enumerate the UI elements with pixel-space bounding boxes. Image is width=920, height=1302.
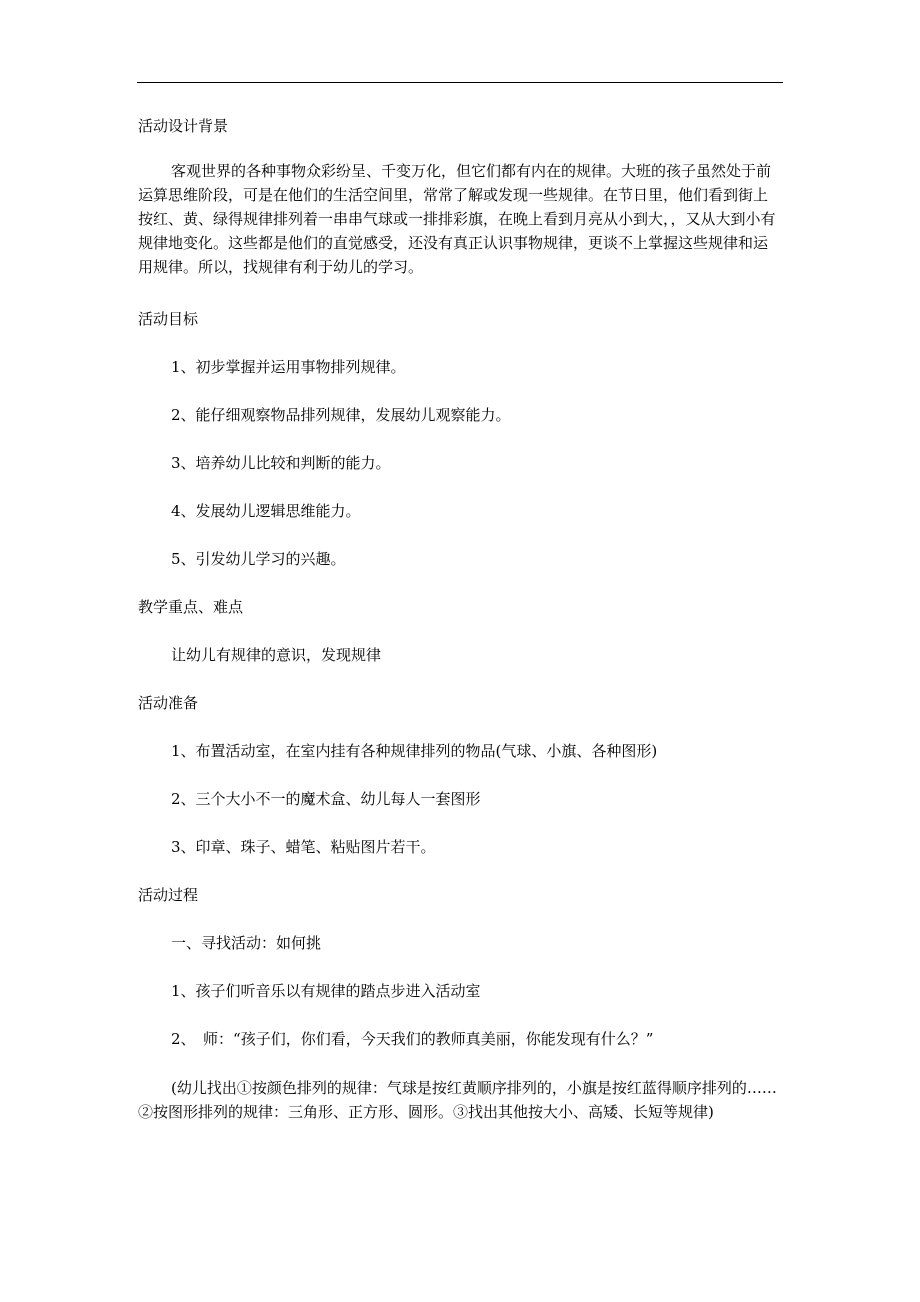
process-item-2: 2、 师：“孩子们，你们看，今天我们的教师真美丽，你能发现有什么？”	[171, 1030, 654, 1048]
paragraph-background: 客观世界的各种事物众彩纷呈、千变万化，但它们都有内在的规律。大班的孩子虽然处于前运算思维阶段，可是在他们的生活空间里，常常了解或发现一些规律。在节日里，他们看到街上按红、黄、绿得规律排列着一串串气球或一排排彩旗，在晚上看到月亮从小到大，，又从大到小有规律地变化。这些都是他们的直觉感受，还没有真正认识事物规律，更谈不上掌握这些规律和运用规律。所以，找规律有利于幼儿的学习。	[138, 162, 776, 276]
prep-item-2: 2、三个大小不一的魔术盒、幼儿每人一套图形	[171, 790, 481, 808]
prep-item-1: 1、布置活动室，在室内挂有各种规律排列的物品(气球、小旗、各种图形)	[171, 742, 658, 760]
heading-process: 活动过程	[138, 886, 199, 904]
goal-item-4: 4、发展幼儿逻辑思维能力。	[171, 502, 361, 520]
heading-background: 活动设计背景	[138, 117, 229, 135]
process-item-1: 1、孩子们听音乐以有规律的踏点步进入活动室	[171, 982, 481, 1000]
heading-key-points: 教学重点、难点	[138, 598, 244, 616]
goal-item-5: 5、引发幼儿学习的兴趣。	[171, 550, 346, 568]
goal-item-1: 1、初步掌握并运用事物排列规律。	[171, 358, 406, 376]
key-points-text: 让幼儿有规律的意识，发现规律	[171, 646, 382, 664]
goal-item-2: 2、能仔细观察物品排列规律，发展幼儿观察能力。	[171, 406, 511, 424]
goal-item-3: 3、培养幼儿比较和判断的能力。	[171, 454, 391, 472]
heading-preparation: 活动准备	[138, 694, 199, 712]
heading-goals: 活动目标	[138, 310, 199, 328]
process-note: (幼儿找出①按颜色排列的规律：气球是按红黄顺序排列的，小旗是按红蓝得顺序排列的……②按图形排列的规律：三角形、正方形、圆形。③找出其他按大小、高矮、长短等规律)	[138, 1079, 777, 1121]
process-subheading: 一、寻找活动：如何挑	[171, 934, 322, 952]
prep-item-3: 3、印章、珠子、蜡笔、粘贴图片若干。	[171, 838, 436, 856]
header-rule	[137, 82, 783, 83]
